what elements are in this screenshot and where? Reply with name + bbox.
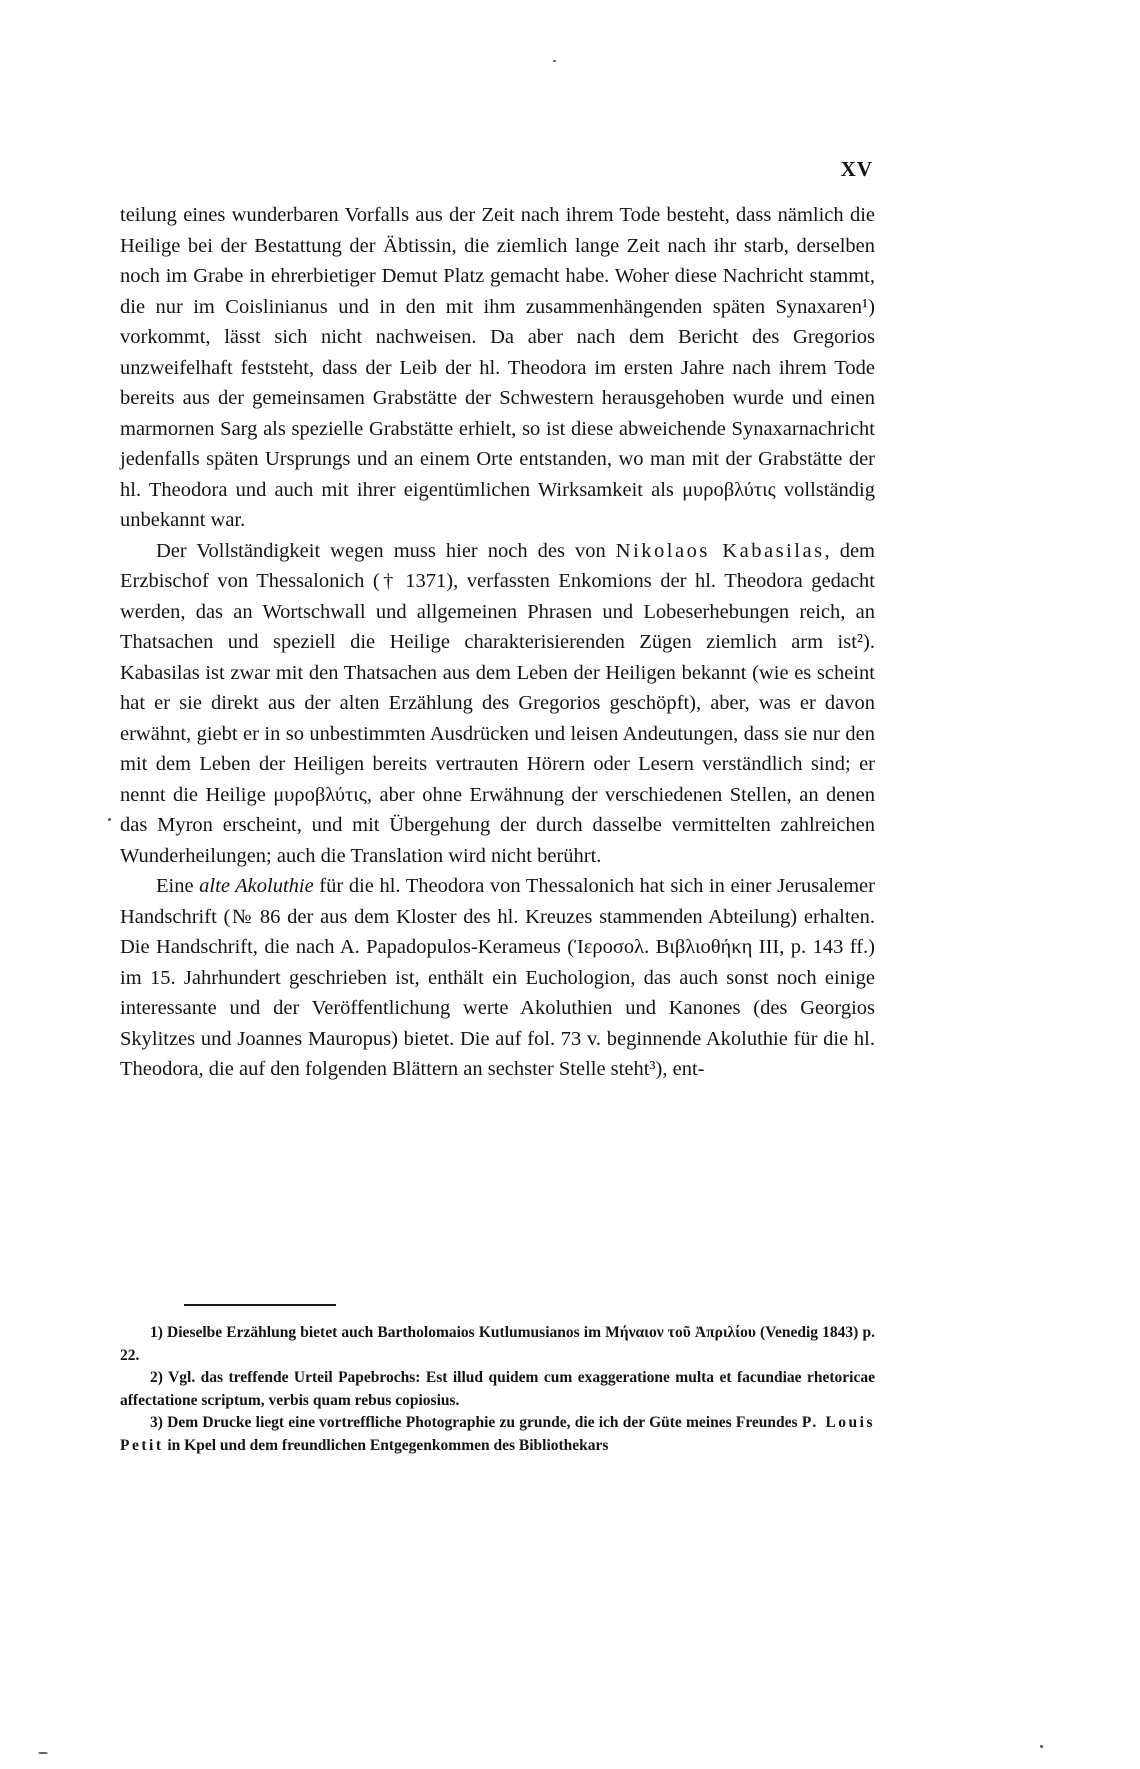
footnote-3-text-a: 3) Dem Drucke liegt eine vortreffliche Photographie zu grunde, die ich der Güte meines Freundes: [150, 1414, 802, 1431]
footnote-divider: [184, 1304, 336, 1306]
paragraph-2: [120, 536, 875, 872]
scan-speck: [38, 1752, 48, 1754]
main-text: [120, 200, 875, 1085]
footnote-1: 1) Dieselbe Erzählung bietet auch Bartholomaios Kutlumusianos im Μήναιον τοῦ Ἀπριλίου (Venedig 1843) p. 22.: [120, 1324, 875, 1364]
footnotes: [120, 1322, 875, 1457]
paragraph-3-text-a: Eine: [156, 875, 200, 897]
paragraph-2-text-a: Der Vollständigkeit wegen muss hier noch des von: [156, 539, 616, 562]
italic-term-akoluthie: alte Akoluthie: [199, 875, 314, 897]
person-name-petit: P. Louis Petit: [120, 1414, 876, 1454]
paragraph-3-text-b: für die hl. Theodora von Thessalonich hat sich in einer Jerusalemer Handschrift (№ 86 der aus dem Kloster des hl. Kreuzes stammenden Abteilung) erhalten. Die Handschrift, die nach A. Papadopulos-Kerameus (Ἱεροσολ. Βιβλιοθήκη III, p. 143 ff.) im 15. Jahrhundert geschrieben ist, enthält ein Euchologion, das auch sonst noch einige interessante und der Veröffentlichung werte Akoluthien und Kanones (des Georgios Skylitzes und Joannes Mauropus) bietet. Die auf fol. 73 v. beginnende Akoluthie für die hl. Theodora, die auf den folgenden Blättern an sechster Stelle steht³), ent-: [120, 875, 875, 1080]
scan-speck: [108, 818, 111, 821]
scan-speck: [1040, 1745, 1043, 1748]
author-name-kabasilas: Nikolaos Kabasilas: [615, 539, 825, 562]
paragraph-1: teilung eines wunderbaren Vorfalls aus der Zeit nach ihrem Tode besteht, dass nämlich die Heilige bei der Bestattung der Äbtissin, die ziemlich lange Zeit nach ihr starb, derselben noch im Grabe in ehrerbietiger Demut Platz gemacht habe. Woher diese Nachricht stammt, die nur im Coislinianus und in den mit ihm zusammenhängenden späten Synaxaren¹) vorkommt, lässt sich nicht nachweisen. Da aber nach dem Bericht des Gregorios unzweifelhaft feststeht, dass der Leib der hl. Theodora im ersten Jahre nach ihrem Tode bereits aus der gemeinsamen Grabstätte der Schwestern herausgehoben wurde und einen marmornen Sarg als spezielle Grabstätte erhielt, so ist diese abweichende Synaxarnachricht jedenfalls späten Ursprungs und an einem Orte entstanden, wo man mit der Grabstätte der hl. Theodora und auch mit ihrer eigentümlichen Wirksamkeit als μυροβλύτις vollständig unbekannt war.: [120, 204, 875, 531]
paragraph-3: [120, 871, 875, 1085]
paragraph-2-text-b: , dem Erzbischof von Thessalonich († 1371), verfassten Enkomions der hl. Theodora gedacht werden, das an Wortschwall und allgemeinen Phrasen und Lobeserhebungen reich, an Thatsachen und speziell die Heilige charakterisierenden Zügen ziemlich arm ist²). Kabasilas ist zwar mit den Thatsachen aus dem Leben der Heiligen bekannt (wie es scheint hat er sie direkt aus der alten Erzählung des Gregorios geschöpft), aber, was er davon erwähnt, giebt er in so unbestimmten Ausdrücken und leisen Andeutungen, dass sie nur den mit dem Leben der Heiligen bereits vertrauten Hörern oder Lesern verständlich sind; er nennt die Heilige μυροβλύτις, aber ohne Erwähnung der verschiedenen Stellen, an denen das Myron erscheint, und mit Übergehung der durch dasselbe vermittelten zahlreichen Wunderheilungen; auch die Translation wird nicht berührt.: [120, 539, 875, 867]
page-number: XV: [840, 157, 873, 181]
scan-speck: [553, 60, 556, 62]
footnote-3: [120, 1412, 875, 1457]
footnote-2: 2) Vgl. das treffende Urteil Papebrochs: Est illud quidem cum exaggeratione multa et facundiae rhetoricae affectatione scriptum, verbis quam rebus copiosius.: [120, 1369, 875, 1409]
footnote-3-text-b: in Kpel und dem freundlichen Entgegenkommen des Bibliothekars: [163, 1436, 609, 1454]
